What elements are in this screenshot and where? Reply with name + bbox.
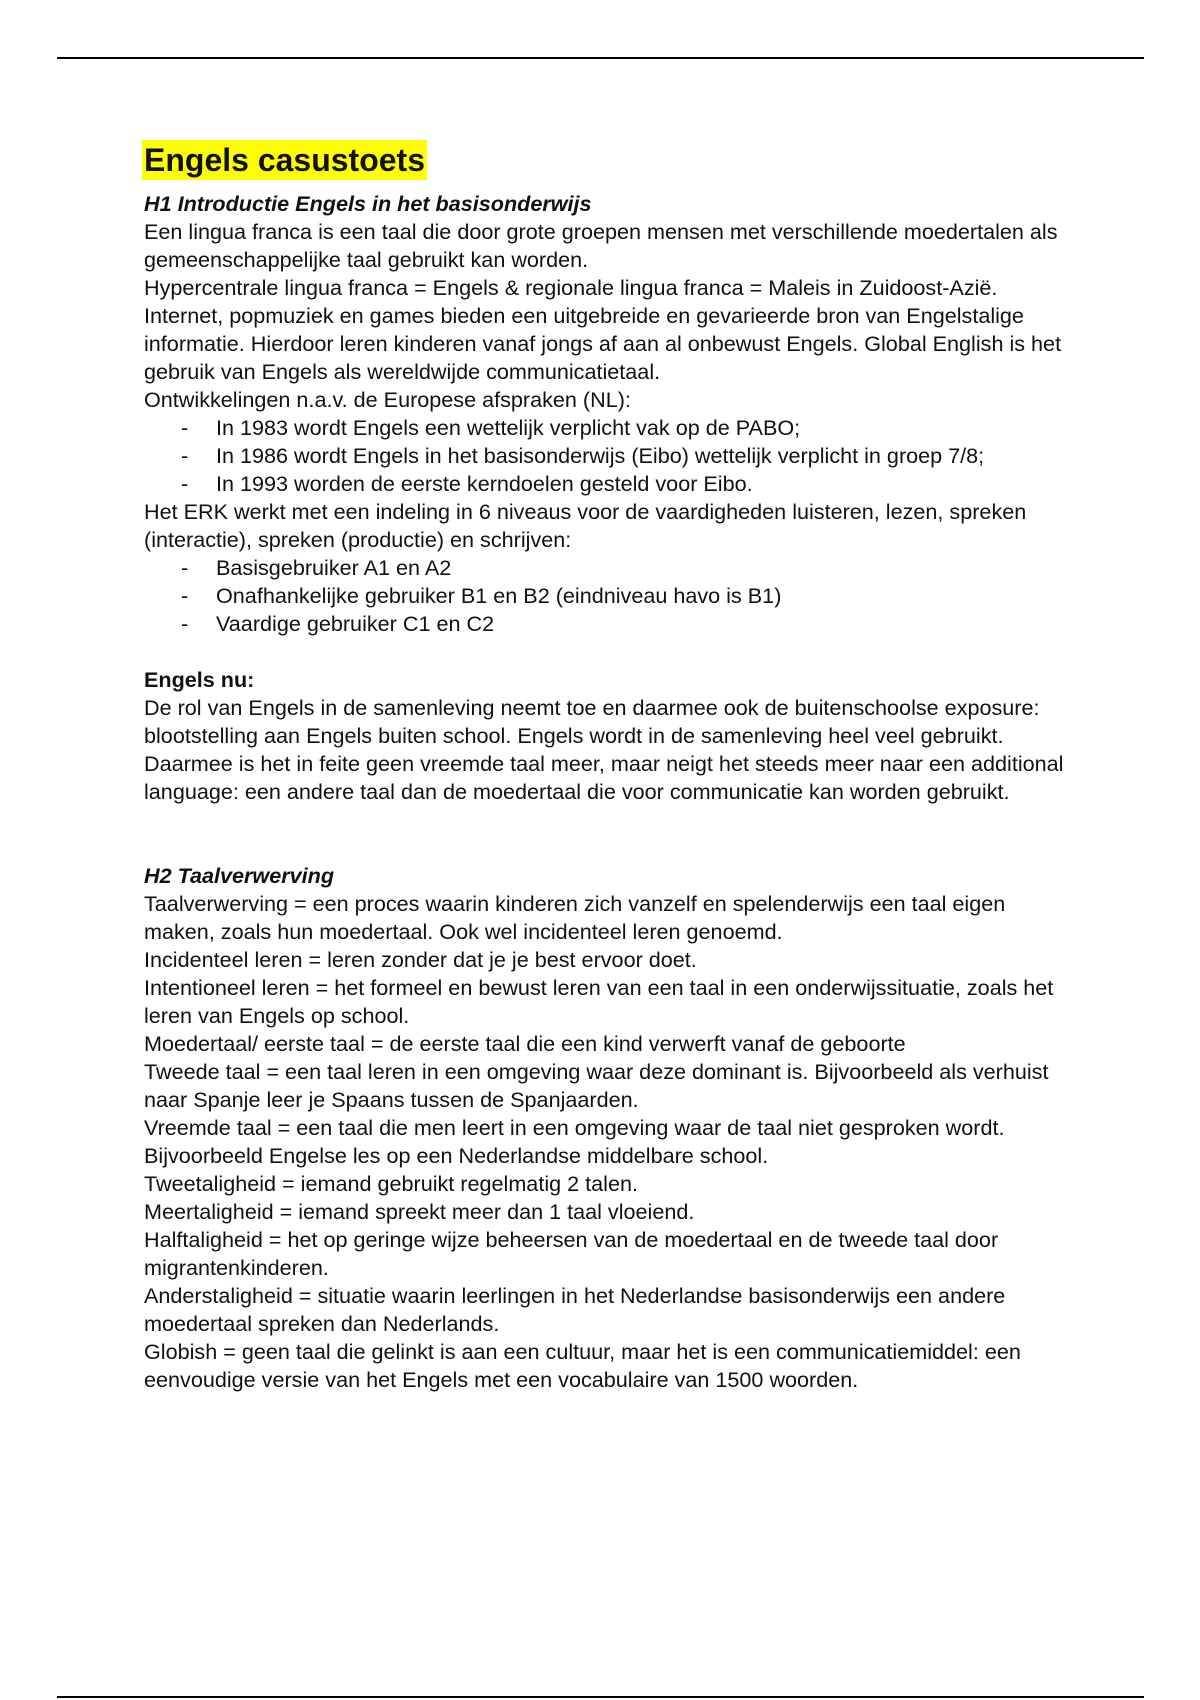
paragraph-engels-nu: De rol van Engels in de samenleving neemt toe en daarmee ook de buitenschoolse exposure: blootstelling aan Engels buiten school. Engels wordt in de samenleving heel veel gebruikt. Daarmee is het in feite geen vreemde taal meer, maar neigt het steeds meer naar een additional language: een andere taal dan de moedertaal die voor communicatie kan worden gebruikt. — [144, 695, 1064, 804]
definition-line: Incidenteel leren = leren zonder dat je je best ervoor doet. — [144, 947, 697, 972]
page-title: Engels casustoets — [144, 142, 425, 178]
paragraph-lingua-franca: Een lingua franca is een taal die door grote groepen mensen met verschillende moedertalen als gemeenschappelijke taal gebruikt kan worden. — [144, 219, 1058, 272]
definition-line: Moedertaal/ eerste taal = de eerste taal die een kind verwerft vanaf de geboorte — [144, 1031, 906, 1056]
list-item: - Onafhankelijke gebruiker B1 en B2 (eindniveau havo is B1) — [144, 582, 1064, 610]
definition-line: Tweetaligheid = iemand gebruikt regelmatig 2 talen. — [144, 1171, 638, 1196]
spacer — [144, 638, 1064, 666]
document-body — [144, 140, 1064, 1394]
header-rule — [57, 57, 1144, 59]
paragraph-internet: Internet, popmuziek en games bieden een uitgebreide en gevarieerde bron van Engelstalige informatie. Hierdoor leren kinderen vanaf jongs af aan al onbewust Engels. Global English is het gebruik van Engels als wereldwijde communicatietaal. — [144, 303, 1062, 384]
subheading-engels-nu: Engels nu: — [144, 667, 255, 692]
definition-line: Globish = geen taal die gelinkt is aan een cultuur, maar het is een communicatiemiddel: een eenvoudige versie van het Engels met een vocabulaire van 1500 woorden. — [144, 1339, 1021, 1392]
footer-rule — [57, 1696, 1144, 1698]
definition-line: Vreemde taal = een taal die men leert in een omgeving waar de taal niet gesproken wordt. Bijvoorbeeld Engelse les op een Nederlandse middelbare school. — [144, 1115, 1005, 1168]
definition-line: Halftaligheid = het op geringe wijze beheersen van de moedertaal en de tweede taal door migrantenkinderen. — [144, 1227, 999, 1280]
list-ontwikkelingen — [144, 414, 1064, 498]
definition-line: Anderstaligheid = situatie waarin leerlingen in het Nederlandse basisonderwijs een andere moedertaal spreken dan Nederlands. — [144, 1283, 1006, 1336]
list-item: - Basisgebruiker A1 en A2 — [144, 554, 1064, 582]
list-item: - In 1983 wordt Engels een wettelijk verplicht vak op de PABO; — [144, 414, 1064, 442]
list-erk-niveaus — [144, 554, 1064, 638]
definition-line: Taalverwerving = een proces waarin kinderen zich vanzelf en spelenderwijs een taal eigen maken, zoals hun moedertaal. Ook wel incidenteel leren genoemd. — [144, 891, 1006, 944]
section-heading-h1: H1 Introductie Engels in het basisonderwijs — [144, 191, 592, 216]
spacer — [144, 806, 1064, 862]
list-item: - In 1993 worden de eerste kerndoelen gesteld voor Eibo. — [144, 470, 1064, 498]
section-h1 — [144, 190, 1064, 806]
paragraph-hypercentrale: Hypercentrale lingua franca = Engels & regionale lingua franca = Maleis in Zuidoost-Azië. — [144, 275, 998, 300]
definition-line: Meertaligheid = iemand spreekt meer dan 1 taal vloeiend. — [144, 1199, 695, 1224]
definition-line: Intentioneel leren = het formeel en bewust leren van een taal in een onderwijssituatie, zoals het leren van Engels op school. — [144, 975, 1054, 1028]
section-h2 — [144, 862, 1064, 1394]
list-item: - Vaardige gebruiker C1 en C2 — [144, 610, 1064, 638]
section-heading-h2: H2 Taalverwerving — [144, 863, 335, 888]
paragraph-ontwikkelingen: Ontwikkelingen n.a.v. de Europese afspraken (NL): — [144, 387, 631, 412]
list-item: - In 1986 wordt Engels in het basisonderwijs (Eibo) wettelijk verplicht in groep 7/8; — [144, 442, 1064, 470]
paragraph-erk: Het ERK werkt met een indeling in 6 niveaus voor de vaardigheden luisteren, lezen, spreken (interactie), spreken (productie) en schrijven: — [144, 499, 1027, 552]
definition-line: Tweede taal = een taal leren in een omgeving waar deze dominant is. Bijvoorbeeld als verhuist naar Spanje leer je Spaans tussen de Spanjaarden. — [144, 1059, 1049, 1112]
